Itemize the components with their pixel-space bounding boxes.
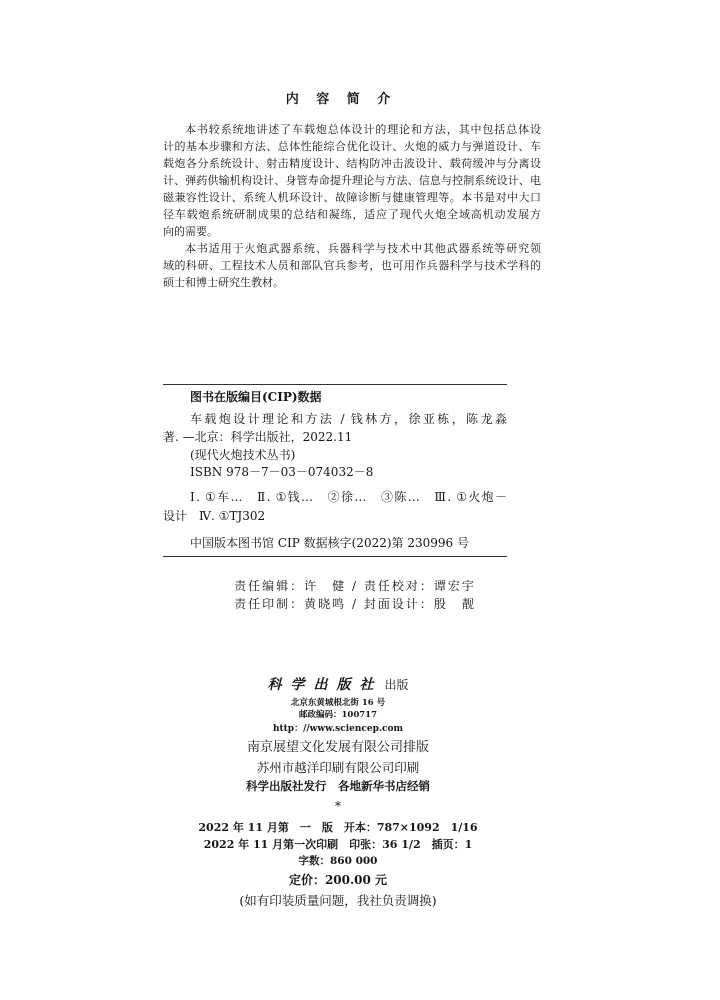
summary-title: 内 容 简 介: [285, 92, 391, 107]
cip-imprint-line: 著. —北京：科学出版社，2022.11: [163, 430, 353, 444]
edition-line: 2022 年 11 月第 一 版 开本：787×1092 1/16: [198, 821, 478, 834]
summary-line: 域的科研、工程技术人员和部队官兵参考，也可用作兵器科学与技术学科的: [163, 259, 541, 272]
cip-classification-line: 设计 Ⅳ. ①TJ302: [163, 509, 266, 523]
summary-line: 径车载炮系统研制成果的总结和凝练，适应了现代火炮全域高机动发展方: [163, 208, 541, 221]
credits-editors: 责任编辑：许 健 / 责任校对：谭宏宇: [234, 579, 476, 593]
summary-line: 计、弹药供输机构设计、身管寿命提升理论与方法、信息与控制系统设计、电: [163, 174, 541, 187]
cip-classification-line: Ⅰ. ①车… Ⅱ. ①钱… ②徐… ③陈… Ⅲ. ①火炮－: [190, 490, 507, 504]
cip-series-line: (现代火炮技术丛书): [190, 448, 296, 462]
publisher-line: [0, 675, 676, 694]
publisher-logo: 科学出版社: [267, 677, 383, 693]
separator-asterisk: *: [335, 799, 341, 813]
credits-production: 责任印制：黄晓鸣 / 封面设计：殷 靓: [234, 597, 476, 611]
summary-line: 本书较系统地讲述了车载炮总体设计的理论和方法，其中包括总体设: [185, 123, 541, 136]
publisher-action: 出版: [384, 678, 409, 692]
cip-title-line: 车载炮设计理论和方法 / 钱林方，徐亚栋，陈龙淼: [190, 412, 507, 426]
publisher-website: http：//www.sciencep.com: [272, 724, 404, 734]
summary-line: 载炮各分系统设计、射击精度设计、结构防冲击波设计、载荷缓冲与分离设: [163, 157, 541, 170]
typesetter-line: 南京展望文化发展有限公司排版: [246, 740, 429, 755]
cip-heading: 图书在版编目(CIP)数据: [190, 390, 322, 404]
summary-line: 本书适用于火炮武器系统、兵器科学与技术中其他武器系统等研究领: [185, 242, 541, 255]
cip-bottom-rule: [163, 556, 507, 557]
summary-line: 计的基本步骤和方法、总体性能综合优化设计、火炮的威力与弹道设计、车: [163, 140, 541, 153]
summary-text: [163, 121, 541, 291]
cip-isbn-line: ISBN 978－7－03－074032－8: [190, 465, 374, 479]
quality-notice: (如有印装质量问题，我社负责调换): [239, 893, 437, 908]
cip-top-rule: [163, 384, 507, 385]
distribution-line: 科学出版社发行 各地新华书店经销: [246, 779, 430, 793]
publisher-address: 北京东黄城根北街 16 号: [290, 698, 386, 708]
printing-line: 2022 年 11 月第一次印刷 印张：36 1/2 插页：1: [203, 838, 473, 851]
summary-line: 硕士和博士研究生教材。: [163, 276, 284, 289]
summary-line: 向的需要。: [163, 225, 218, 238]
word-count: 字数：860 000: [298, 855, 378, 867]
printer-line: 苏州市越洋印刷有限公司印刷: [256, 760, 420, 775]
cip-record-line: 中国版本图书馆 CIP 数据核字(2022)第 230996 号: [190, 536, 469, 550]
summary-line: 磁兼容性设计、系统人机环设计、故障诊断与健康管理等。本书是对中大口: [163, 191, 541, 204]
price: 定价：200.00 元: [288, 873, 388, 887]
publisher-postcode: 邮政编码：100717: [299, 710, 377, 720]
